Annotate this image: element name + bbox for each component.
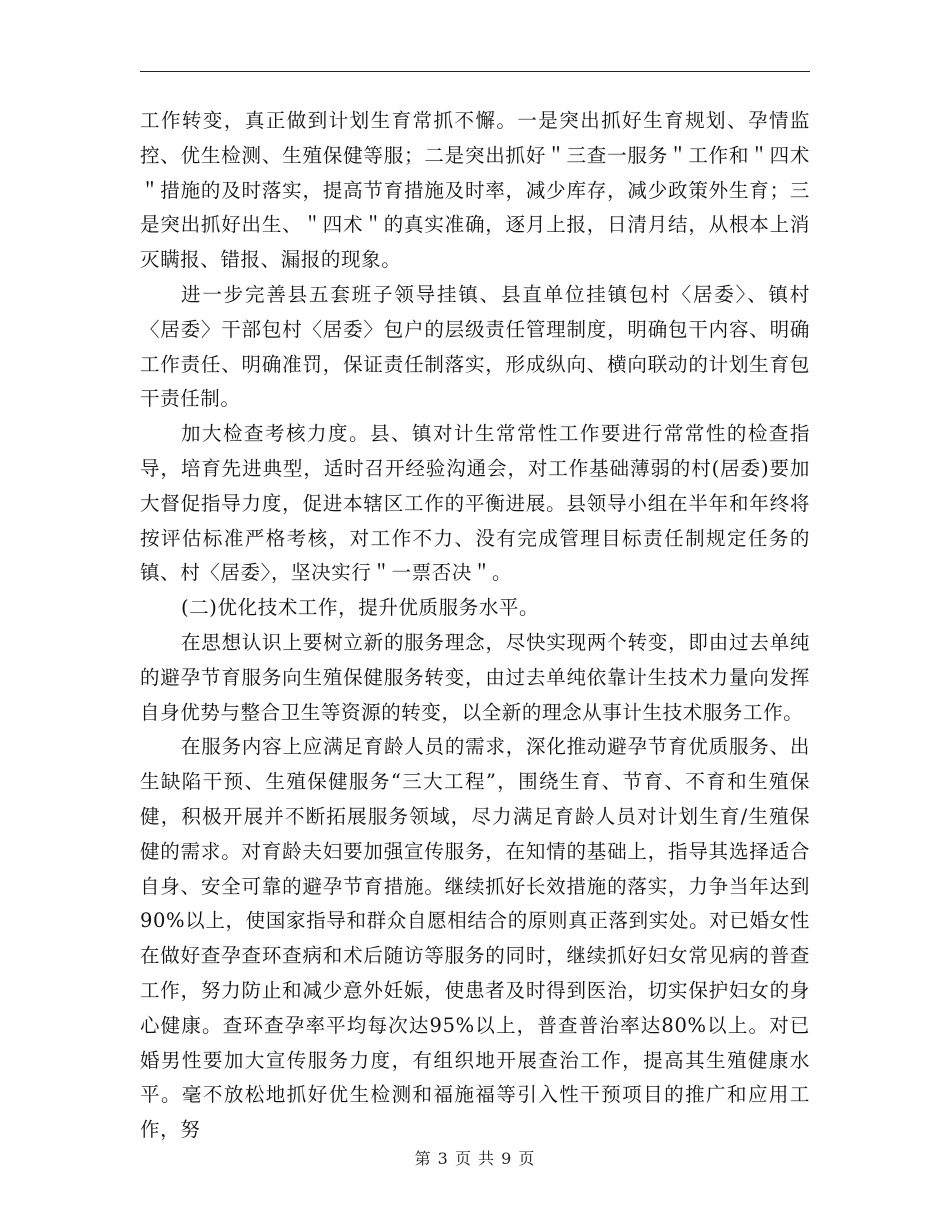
header-rule bbox=[140, 71, 810, 72]
paragraph-work-transformation: 工作转变，真正做到计划生育常抓不懈。一是突出抓好生育规划、孕情监控、优生检测、生殖保健等服；二是突出抓好＂三查一服务＂工作和＂四术＂措施的及时落实，提高节育措施及时率，减少库存，减少政策外生育；三是突出抓好出生、＂四术＂的真实准确，逐月上报，日清月结，从根本上消灭瞒报、错报、漏报的现象。 bbox=[140, 109, 810, 272]
paragraph-service-concept: 在思想认识上要树立新的服务理念，尽快实现两个转变，即由过去单纯的避孕节育服务向生殖保健服务转变，由过去单纯依靠计生技术力量向发挥自身优势与整合卫生等资源的转变，以全新的理念从事计生技术服务工作。 bbox=[140, 630, 810, 724]
paragraph-service-content: 在服务内容上应满足育龄人员的需求，深化推动避孕节育优质服务、出生缺陷干预、生殖保健服务“三大工程”，围绕生育、节育、不育和生殖保健，积极开展并不断拓展服务领域，尽力满足育龄人员对计划生育/生殖保健的需求。对育龄夫妇要加强宣传服务，在知情的基础上，指导其选择适合自身、安全可靠的避孕节育措施。继续抓好长效措施的落实，力争当年达到90%以上，使国家指导和群众自愿相结合的原则真正落到实处。对已婚女性在做好查孕查环查病和术后随访等服务的同时，继续抓好妇女常见病的普查工作，努力防止和减少意外妊娠，使患者及时得到医治，切实保护妇女的身心健康。查环查孕率平均每次达95%以上，普查普治率达80%以上。对已婚男性要加大宣传服务力度，有组织地开展查治工作，提高其生殖健康水平。毫不放松地抓好优生检测和福施福等引入性干预项目的推广和应用工作，努 bbox=[140, 735, 810, 1142]
document-body bbox=[140, 104, 810, 1148]
section-heading-technical-work: (二)优化技术工作，提升优质服务水平。 bbox=[181, 596, 540, 620]
paragraph-responsibility-system: 进一步完善县五套班子领导挂镇、县直单位挂镇包村〈居委〉、镇村〈居委〉干部包村〈居委〉包户的层级责任管理制度，明确包干内容、明确工作责任、明确准罚，保证责任制落实，形成纵向、横向联动的计划生育包干责任制。 bbox=[140, 282, 810, 411]
paragraph-inspection-assessment: 加大检查考核力度。县、镇对计生常常性工作要进行常常性的检查指导，培育先进典型，适时召开经验沟通会，对工作基础薄弱的村(居委)要加大督促指导力度，促进本辖区工作的平衡进展。县领导小组在半年和年终将按评估标准严格考核，对工作不力、没有完成管理目标责任制规定任务的镇、村〈居委〉，坚决实行＂一票否决＂。 bbox=[140, 422, 810, 585]
page-number-footer: 第 3 页 共 9 页 bbox=[414, 1149, 536, 1168]
